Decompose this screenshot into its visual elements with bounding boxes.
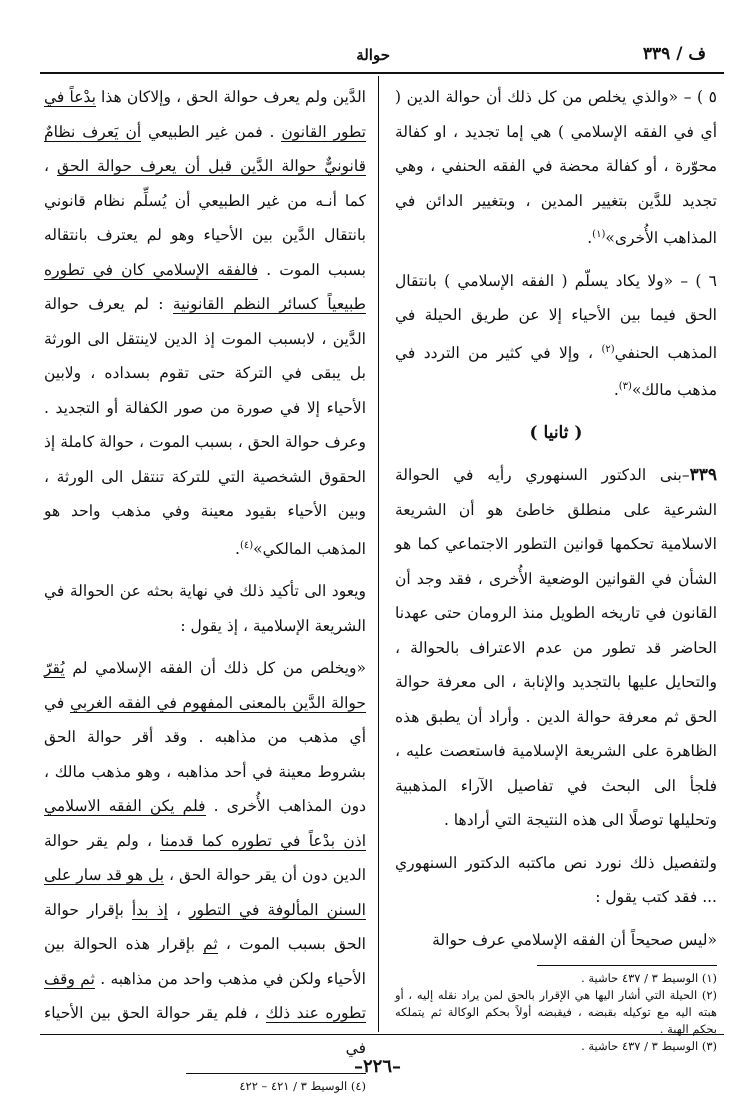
underlined-text: ثم وقف تطوره عند ذلك xyxy=(44,969,367,1023)
paragraph-number: ٣٣٩ xyxy=(689,465,717,486)
paragraph-intro-quote: ولتفصيل ذلك نورد نص ماكتبه الدكتور السنهوري ... فقد كتب يقول : xyxy=(395,853,717,907)
paragraph-3: «ويخلص من كل ذلك أن الفقه الإسلامي لم يُقرّ حوالة الدَّين بالمعنى المفهوم في الفقه الغربي في أي مذهب من مذاهبه . وقد أقر حوالة الحق بشروط معينة في أحد مذاهبه ، وهو مذهب مالك ، دون المذاهب الأُخرى . فلم يكن الفقه الاسلامي اذن بدْعاً في تطوره كما قدمنا ، ولم يقر حوالة الدين دون أن يقر حوالة الحق ، بل هو قد سار على السنن المألوفة في التطور ، إذ بدأ بإقرار حوالة الحق بسبب الموت ، ثم بإقرار هذه الحوالة بين الأحياء ولكن في مذهب واحد من مذاهبه . ثم وقف تطوره عند ذلك ، فلم يقر حوالة الحق بين الأحياء في xyxy=(44,659,367,1057)
left-column xyxy=(44,80,366,1095)
paragraph-339: ٣٣٩–بنى الدكتور السنهوري رأيه في الحوالة الشرعية على منطلق خاطئ هو أن الشريعة الاسلامية تحكمها قوانين التطور الاجتماعي كما هو الشأن في القوانين الوضعية الأُخرى ، فقد وجد أن القانون في تاريخه الطويل منذ الرومان حتى عهدنا الحاضر قد تطور من عدم الاعتراف بالحوالة ، والتحايل عليها بالتجديد والإنابة ، الى معرفة حوالة الحق ثم معرفة حوالة الدين . وأراد أن يطبق هذه الظاهرة على الشريعة الإسلامية فاستعصت عليه ، فلجأ الى البحث في تفاصيل الآراء المذهبية وتحليلها توصلًا الى هذه النتيجة التي أرادها . xyxy=(395,465,717,830)
underlined-text: بل هو قد سار على السنن المألوفة في التطور xyxy=(44,866,366,919)
footnotes-left xyxy=(44,1078,366,1095)
footnote-4: (٤) الوسيط ٣ / ٤٢١ – ٤٢٢ xyxy=(239,1079,366,1094)
underlined-text: يُقرّ حوالة الدَّين بالمعنى المفهوم في الفقه الغربي xyxy=(44,659,366,712)
footnotes xyxy=(395,970,717,1055)
page-reference: ف / ٣٣٩ xyxy=(642,44,706,64)
section-heading: ( ثانيا ) xyxy=(529,422,583,443)
header-divider xyxy=(40,72,724,74)
page-header xyxy=(40,44,720,70)
underlined-text: أن يَعرف نظامٌ قانونيٌّ حوالة الدَّين قبل أن يعرف حوالة الحق xyxy=(44,122,366,175)
footnote-1: (١) الوسيط ٣ / ٤٣٧ حاشية . xyxy=(581,971,717,986)
footnote-ref: (٢) xyxy=(601,343,615,355)
bottom-divider xyxy=(40,1034,724,1035)
paragraph-2: ويعود الى تأكيد ذلك في نهاية بحثه عن الحوالة في الشريعة الإسلامية ، إذ يقول : xyxy=(44,582,366,635)
footnote-3: (٣) الوسيط ٣ / ٤٣٧ حاشية . xyxy=(581,1039,717,1054)
paragraph-quote-start: «ليس صحيحاً أن الفقه الإسلامي عرف حوالة xyxy=(432,930,717,949)
paragraph-item-5: ٥ ) – «والذي يخلص من كل ذلك أن حوالة الدين ( أي في الفقه الإسلامي ) هي إما تجديد ، او كفالة محوّرة ، أو كفالة محضة في الفقه الحنفي ، وهي تجديد للدَّين بتغيير المدين ، وبتغيير الدائن في المذاهب الأُخرى»$^{(١)}$. xyxy=(395,88,717,248)
footnote-2: (٢) الحيلة التي أشار اليها هي الإقرار بالحق لمن يراد نقله إليه ، أو هبته اليه مع توكيله بقبضه ، فيقبضه أولاً بحكم الوكالة ثم يتملكه بحكم الهبة . xyxy=(395,988,717,1037)
underlined-text: فلم يكن الفقه الاسلامي اذن بدْعاً في تطوره كما قدمنا xyxy=(44,797,366,850)
underlined-text: إذ بدأ xyxy=(131,900,168,919)
footnote-ref: (٣) xyxy=(618,381,632,393)
footnote-divider xyxy=(537,965,717,966)
footnote-ref: (٤) xyxy=(239,539,254,551)
running-title: حوالة xyxy=(356,46,390,64)
underlined-text: ثم xyxy=(203,935,218,954)
right-column xyxy=(395,80,717,1055)
paragraph-item-6: ٦ ) – «ولا يكاد يسلّم ( الفقه الإسلامي ) بانتقال الحق فيما بين الأحياء إلا عن طريق الحيلة في المذهب الحنفي$^{(٢)}$ ، وإلا في كثير من التردد في مذهب مالك»$^{(٣)}$. xyxy=(395,271,718,400)
underlined-text: بدْعاً في تطور القانون xyxy=(44,88,366,141)
underlined-text: فالفقه الإسلامي كان في تطوره طبيعياً كسائر النظم القانونية xyxy=(44,260,366,313)
footnote-ref: (١) xyxy=(592,229,606,240)
page-number: –٢٢٦– xyxy=(353,1056,401,1077)
paragraph-1: الدَّين ولم يعرف حوالة الحق ، وإلاكان هذا بدْعاً في تطور القانون . فمن غير الطبيعي أن يَعرف نظامٌ قانونيٌّ حوالة الدَّين قبل أن يعرف حوالة الحق ، كما أنـه من غير الطبيعي أن يُسلِّم نظام قانوني بانتقال الدَّين بين الأحياء وهو لم يعترف بانتقاله بسبب الموت . فالفقه الإسلامي كان في تطوره طبيعياً كسائر النظم القانونية : لم يعرف حوالة الدَّين ، لابسبب الموت إذ الدين لاينتقل الى الورثة بل يبقى في التركة حتى تقوم بسداده ، ولابين الأحياء إلا في صورة من صور الكفالة أو التجديد . وعرف حوالة الحق ، بسبب الموت ، حوالة كاملة إذ الحقوق الشخصية التي للتركة تنتقل الى الورثة ، وبين الأحياء بقيود معينة وفي مذهب واحد هو المذهب المالكي»$^{(٤)}$. xyxy=(44,88,366,558)
column-divider xyxy=(378,76,379,1032)
